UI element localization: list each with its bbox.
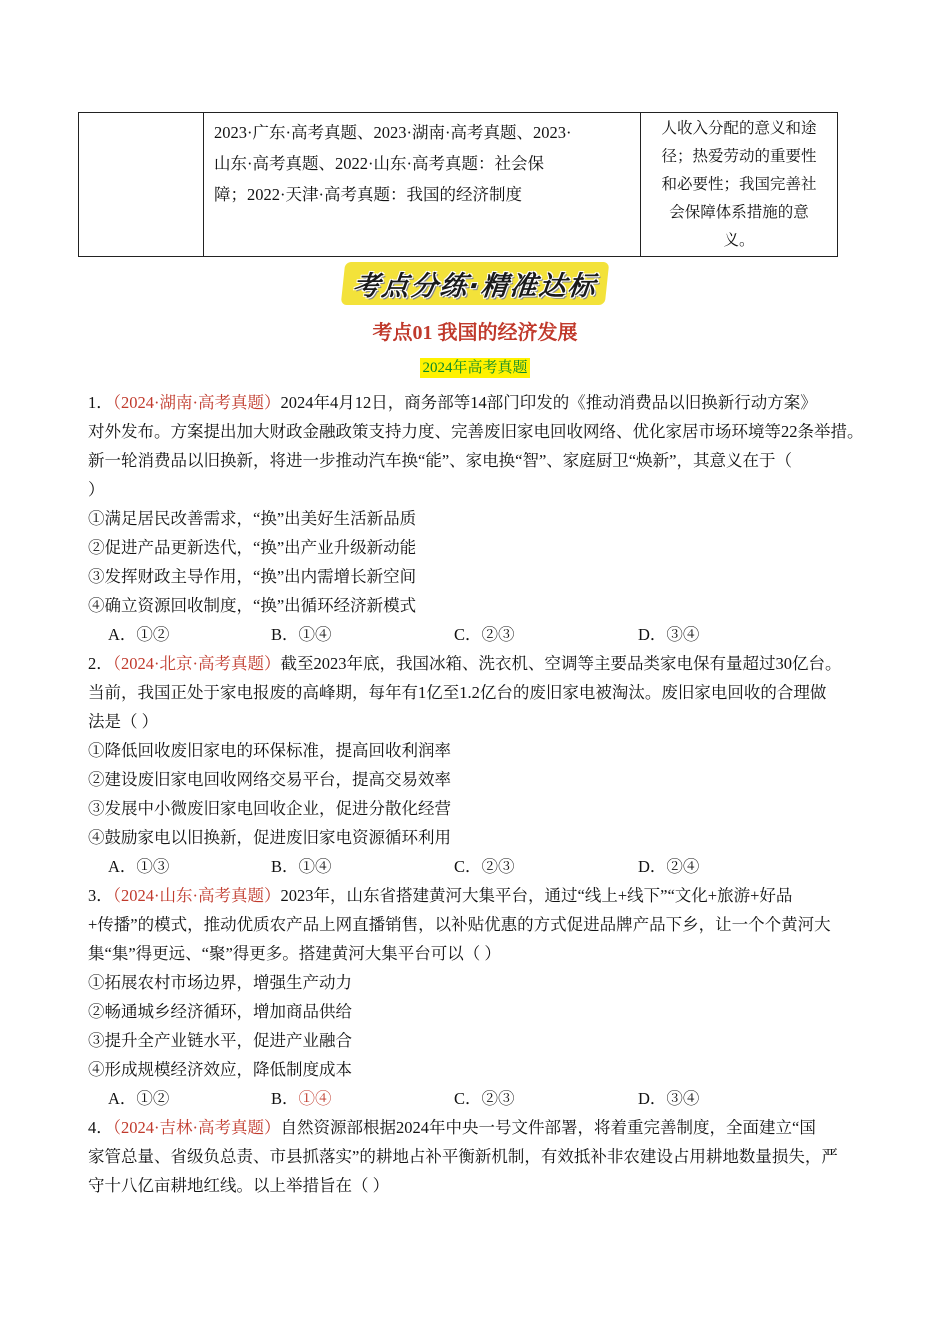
option-d: D．②④ — [638, 857, 700, 876]
question-text: 2023年，山东省搭建黄河大集平台，通过“线上+线下”“文化+旅游+好品 — [280, 886, 793, 905]
answer-options — [88, 620, 888, 649]
sub-title-text: 2024年高考真题 — [422, 360, 528, 376]
answer-options — [88, 1084, 888, 1113]
question-text: 2024年4月12日，商务部等14部门印发的《推动消费品以旧换新行动方案》 — [280, 393, 817, 412]
question-3-line: +传播”的模式，推动优质农产品上网直播销售，以补贴优惠的方式促进品牌产品下乡，让一个个黄河大 — [88, 915, 831, 934]
option-b: B．①④ — [271, 857, 332, 876]
option-b-answer: ①④ — [298, 1089, 332, 1108]
table-text-line: 和必要性；我国完善社 — [661, 176, 817, 193]
question-2-line: 法是（ ） — [88, 712, 159, 731]
summary-table — [78, 112, 838, 257]
question-1-line: 新一轮消费品以旧换新，将进一步推动汽车换“能”、家电换“智”、家庭厨卫“焕新”，其意义在于（ — [88, 451, 792, 470]
question-number: 2． — [88, 654, 113, 673]
option-a: A．①② — [108, 625, 170, 644]
question-4-line: 家管总量、省级负总责、市县抓落实”的耕地占补平衡新机制，有效抵补非农建设占用耕地数量损失，严 — [88, 1147, 838, 1166]
choice-item: ③发展中小微废旧家电回收企业，促进分散化经营 — [88, 799, 451, 818]
option-b-letter: B． — [271, 1089, 299, 1108]
question-3-line — [88, 881, 888, 910]
table-text-line: 义。 — [723, 232, 755, 249]
option-c: C．②③ — [454, 857, 515, 876]
choice-item: ②建设废旧家电回收网络交易平台，提高交易效率 — [88, 770, 451, 789]
table-text-line: 径；热爱劳动的重要性 — [661, 148, 817, 165]
table-text-line: 障；2022·天津·高考真题：我国的经济制度 — [214, 185, 522, 204]
table-text-line: 人收入分配的意义和途 — [661, 120, 817, 137]
question-number: 3． — [88, 886, 113, 905]
banner-text: 考点分练·精准达标 — [341, 262, 610, 305]
table-cell-points — [641, 113, 838, 257]
option-a: A．①② — [108, 1089, 170, 1108]
option-b — [271, 1084, 332, 1113]
question-1-line: ） — [88, 480, 105, 499]
question-source: （2024·湖南·高考真题） — [112, 393, 281, 412]
choice-item: ①满足居民改善需求，“换”出美好生活新品质 — [88, 509, 417, 528]
section-title: 考点01 我国的经济发展 — [372, 322, 578, 344]
table-text-line: 山东·高考真题、2022·山东·高考真题：社会保 — [214, 154, 544, 173]
choice-item: ④鼓励家电以旧换新，促进废旧家电资源循环利用 — [88, 828, 451, 847]
question-4-line — [88, 1113, 888, 1142]
choice-item: ①拓展农村市场边界，增强生产动力 — [88, 973, 352, 992]
option-d: D．③④ — [638, 625, 700, 644]
question-source: （2024·山东·高考真题） — [112, 886, 281, 905]
question-text: 截至2023年底，我国冰箱、洗衣机、空调等主要品类家电保有量超过30亿台。 — [280, 654, 842, 673]
table-text-line: 会保障体系措施的意 — [669, 204, 809, 221]
question-source: （2024·吉林·高考真题） — [112, 1118, 281, 1137]
question-source: （2024·北京·高考真题） — [112, 654, 281, 673]
question-1-line: 对外发布。方案提出加大财政金融政策支持力度、完善废旧家电回收网络、优化家居市场环境等22条举措。 — [88, 422, 864, 441]
option-d: D．③④ — [638, 1089, 700, 1108]
choice-item: ③提升全产业链水平，促进产业融合 — [88, 1031, 352, 1050]
question-2-line — [88, 649, 888, 678]
choice-item: ④确立资源回收制度，“换”出循环经济新模式 — [88, 596, 417, 615]
section-banner — [0, 262, 950, 306]
question-3-line: 集“集”得更远、“聚”得更多。搭建黄河大集平台可以（ ） — [88, 944, 501, 963]
question-2-line: 当前，我国正处于家电报废的高峰期，每年有1亿至1.2亿台的废旧家电被淘汰。废旧家电回收的合理做 — [88, 683, 827, 702]
option-c: C．②③ — [454, 625, 515, 644]
question-number: 4． — [88, 1118, 113, 1137]
question-1-line — [88, 388, 888, 417]
sub-title — [0, 358, 950, 378]
choice-item: ④形成规模经济效应，降低制度成本 — [88, 1060, 352, 1079]
table-cell-empty — [79, 113, 204, 257]
choice-item: ③发挥财政主导作用，“换”出内需增长新空间 — [88, 567, 417, 586]
question-number: 1． — [88, 393, 113, 412]
choice-item: ①降低回收废旧家电的环保标准，提高回收利润率 — [88, 741, 451, 760]
answer-options — [88, 852, 888, 881]
choice-item: ②促进产品更新迭代，“换”出产业升级新动能 — [88, 538, 417, 557]
question-4-line: 守十八亿亩耕地红线。以上举措旨在（ ） — [88, 1176, 390, 1195]
option-a: A．①③ — [108, 857, 170, 876]
question-body — [88, 388, 888, 1200]
table-cell-sources — [204, 113, 641, 257]
choice-item: ②畅通城乡经济循环，增加商品供给 — [88, 1002, 352, 1021]
question-text: 自然资源部根据2024年中央一号文件部署，将着重完善制度，全面建立“国 — [280, 1118, 816, 1137]
option-b: B．①④ — [271, 625, 332, 644]
table-text-line: 2023·广东·高考真题、2023·湖南·高考真题、2023· — [214, 123, 572, 142]
option-c: C．②③ — [454, 1089, 515, 1108]
